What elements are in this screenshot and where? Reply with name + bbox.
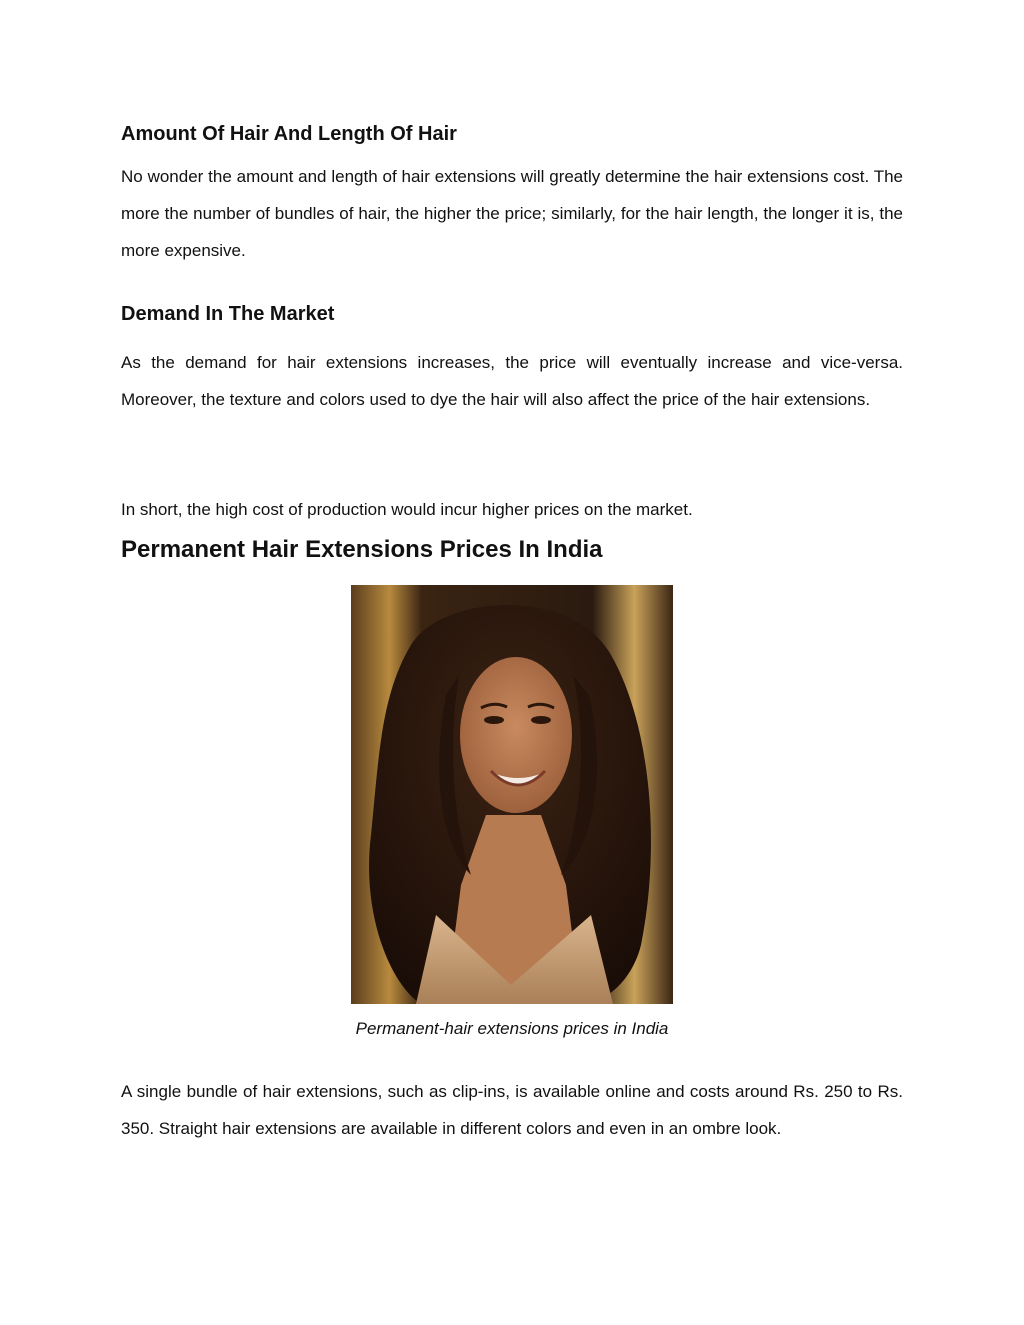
paragraph-summary: In short, the high cost of production would incur higher prices on the market. <box>121 500 693 519</box>
paragraph-demand-in-market: As the demand for hair extensions increases, the price will eventually increase and vice-versa. Moreover, the texture and colors used to dye the hair will also affect the price of the hair extensions. <box>121 353 903 409</box>
heading-amount-of-hair: Amount Of Hair And Length Of Hair <box>121 123 457 145</box>
heading-permanent-hair-extensions-india: Permanent Hair Extensions Prices In India <box>121 536 603 563</box>
heading-demand-in-market: Demand In The Market <box>121 303 335 325</box>
figure-caption: Permanent-hair extensions prices in India <box>355 1019 669 1038</box>
portrait-photo <box>351 585 673 1004</box>
paragraph-prices-india: A single bundle of hair extensions, such as clip-ins, is available online and costs around Rs. 250 to Rs. 350. Straight hair extensions are available in different colors and even in an ombre look. <box>121 1082 903 1138</box>
paragraph-amount-of-hair: No wonder the amount and length of hair extensions will greatly determine the hair extensions cost. The more the number of bundles of hair, the higher the price; similarly, for the hair length, the longer it is, the more expensive. <box>121 167 903 260</box>
